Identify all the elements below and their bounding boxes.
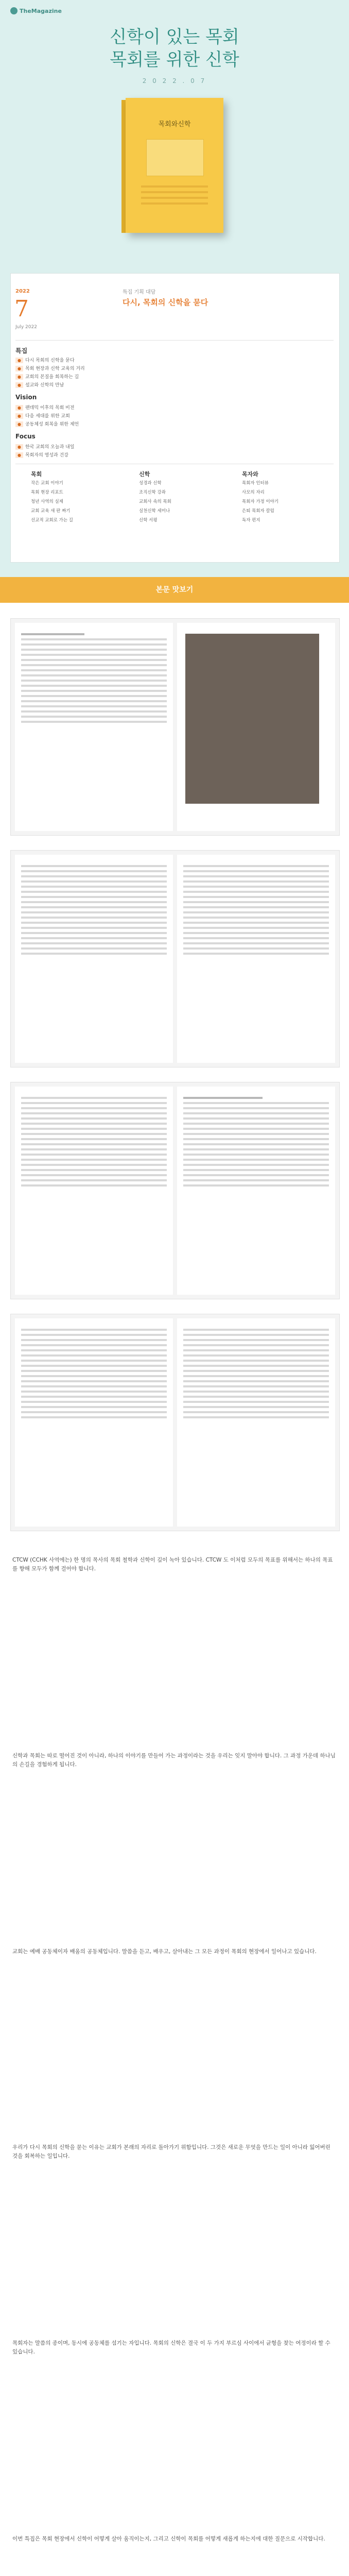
toc-column-item: 목회자 인터뷰	[242, 481, 269, 486]
toc-column-item: 교회사 속의 목회	[139, 499, 171, 504]
hero-issue-date: 2 0 2 2 . 0 7	[142, 77, 207, 84]
hero-title-line2: 목회를 위한 신학	[110, 49, 239, 70]
toc-column-item: 교회 교육 새 판 짜기	[31, 509, 71, 514]
toc-column-item: 성경과 신학	[139, 481, 162, 486]
toc-column-item: 은퇴 목회자 칼럼	[242, 509, 274, 514]
body-paragraph: 교회는 예배 공동체이자 배움의 공동체입니다. 말씀을 듣고, 배우고, 살아내는 그 모든 과정이 목회의 현장에서 일어나고 있습니다.	[12, 1948, 317, 1955]
toc-headline-sub: 특집 기획 대담	[123, 290, 156, 295]
preview-banner-text: 본문 맛보기	[155, 586, 194, 594]
toc-volume-year: 2022	[15, 289, 30, 294]
page-spread-image	[10, 1082, 340, 1299]
tag-badge: ●	[15, 358, 23, 363]
toc-column-item: 신학 서평	[139, 518, 158, 523]
magazine-logo	[10, 7, 62, 14]
toc-section-item: ● 설교와 신학의 만남	[15, 381, 64, 388]
body-paragraph: CTCW (CCHK 사역에는) 한 명의 목사의 목회 철학과 신학이 깊이 녹아 있습니다. CTCW 도 이처럼 모두의 목표를 위해서는 하나의 목표를 향해 모두가 함께 걸어야 합니다.	[12, 1557, 333, 1572]
toc-section-item: ● 목회자의 영성과 건강	[15, 451, 68, 458]
toc-column-head: 목회	[31, 471, 42, 478]
toc-section-item: ● 공동체성 회복을 위한 제언	[15, 420, 79, 427]
body-paragraph: 우리가 다시 목회의 신학을 묻는 이유는 교회가 본래의 자리로 돌아가기 위함입니다. 그것은 새로운 무엇을 만드는 일이 아니라 잃어버린 것을 회복하는 일입니다.	[12, 2144, 330, 2159]
tag-badge: ●	[15, 452, 23, 458]
toc-section-title: Focus	[15, 433, 36, 440]
toc-column-item: 조직신학 강좌	[139, 490, 166, 495]
toc-column-item: 목회 현장 리포트	[31, 490, 63, 495]
book-cover-title: 목회와신학	[158, 121, 191, 128]
tag-badge: ●	[15, 374, 23, 380]
toc-column-item: 사모의 자리	[242, 490, 265, 495]
hero-title	[0, 26, 349, 71]
toc-headline	[123, 287, 328, 308]
tag-badge: ●	[15, 366, 23, 371]
toc-column-item: 목회자 가정 이야기	[242, 499, 279, 504]
tag-badge: ●	[15, 405, 23, 411]
toc-column-item: 독자 편지	[242, 518, 260, 523]
toc-section-item: ● 목회 현장과 신학 교육의 거리	[15, 365, 85, 371]
tag-badge: ●	[15, 382, 23, 388]
toc-volume-number: 7	[14, 296, 29, 322]
toc-volume-date: July 2022	[15, 325, 37, 330]
tag-badge: ●	[15, 413, 23, 419]
body-paragraph: 신학과 목회는 따로 떨어진 것이 아니라, 하나의 이야기를 만들어 가는 과정이라는 것을 우리는 잊지 말아야 합니다. 그 과정 가운데 하나님의 손길을 경험하게 됩니다.	[12, 1753, 336, 1768]
page-spread-image	[10, 1314, 340, 1531]
tag-badge: ●	[15, 444, 23, 450]
book-cover-lines	[141, 185, 208, 208]
toc-section-item: ● 팬데믹 이후의 목회 비전	[15, 404, 75, 411]
toc-section-item: ● 한국 교회의 오늘과 내일	[15, 443, 75, 450]
toc-column-item: 청년 사역의 실제	[31, 499, 63, 504]
tag-badge: ●	[15, 421, 23, 427]
book-cover-box	[146, 139, 204, 176]
interviewee-photo	[185, 634, 319, 804]
toc-column-head: 신학	[139, 471, 150, 478]
body-paragraph: 목회자는 말씀의 종이며, 동시에 공동체를 섬기는 자입니다. 목회의 신학은 결국 이 두 가지 부르심 사이에서 균형을 찾는 여정이라 할 수 있습니다.	[12, 2340, 330, 2355]
toc-section-item: ● 다음 세대를 위한 교회	[15, 412, 70, 419]
toc-column-item: 작은 교회 이야기	[31, 481, 63, 486]
toc-section-title: Vision	[15, 394, 37, 401]
toc-section-item: ● 다시 목회의 신학을 묻다	[15, 357, 75, 363]
toc-section-item: ● 교회의 본질을 회복하는 길	[15, 373, 79, 380]
logo-text: TheMagazine	[20, 7, 62, 14]
hero-title-line1: 신학이 있는 목회	[110, 27, 239, 47]
toc-headline-title: 다시, 목회의 신학을 묻다	[123, 298, 208, 307]
page-spread-image	[10, 850, 340, 1067]
toc-column-head: 목자와	[242, 471, 258, 478]
book-cover	[126, 98, 223, 233]
body-paragraph: 이번 특집은 목회 현장에서 신학이 어떻게 살아 움직이는지, 그리고 신학이 목회를 어떻게 새롭게 하는지에 대한 질문으로 시작합니다.	[12, 2536, 325, 2542]
toc-divider	[15, 340, 334, 341]
toc-column-item: 실천신학 세미나	[139, 509, 170, 514]
toc-section-title: 특집	[15, 347, 28, 354]
logo-mark-icon	[10, 7, 18, 14]
toc-column-item: 선교적 교회로 가는 길	[31, 518, 74, 523]
